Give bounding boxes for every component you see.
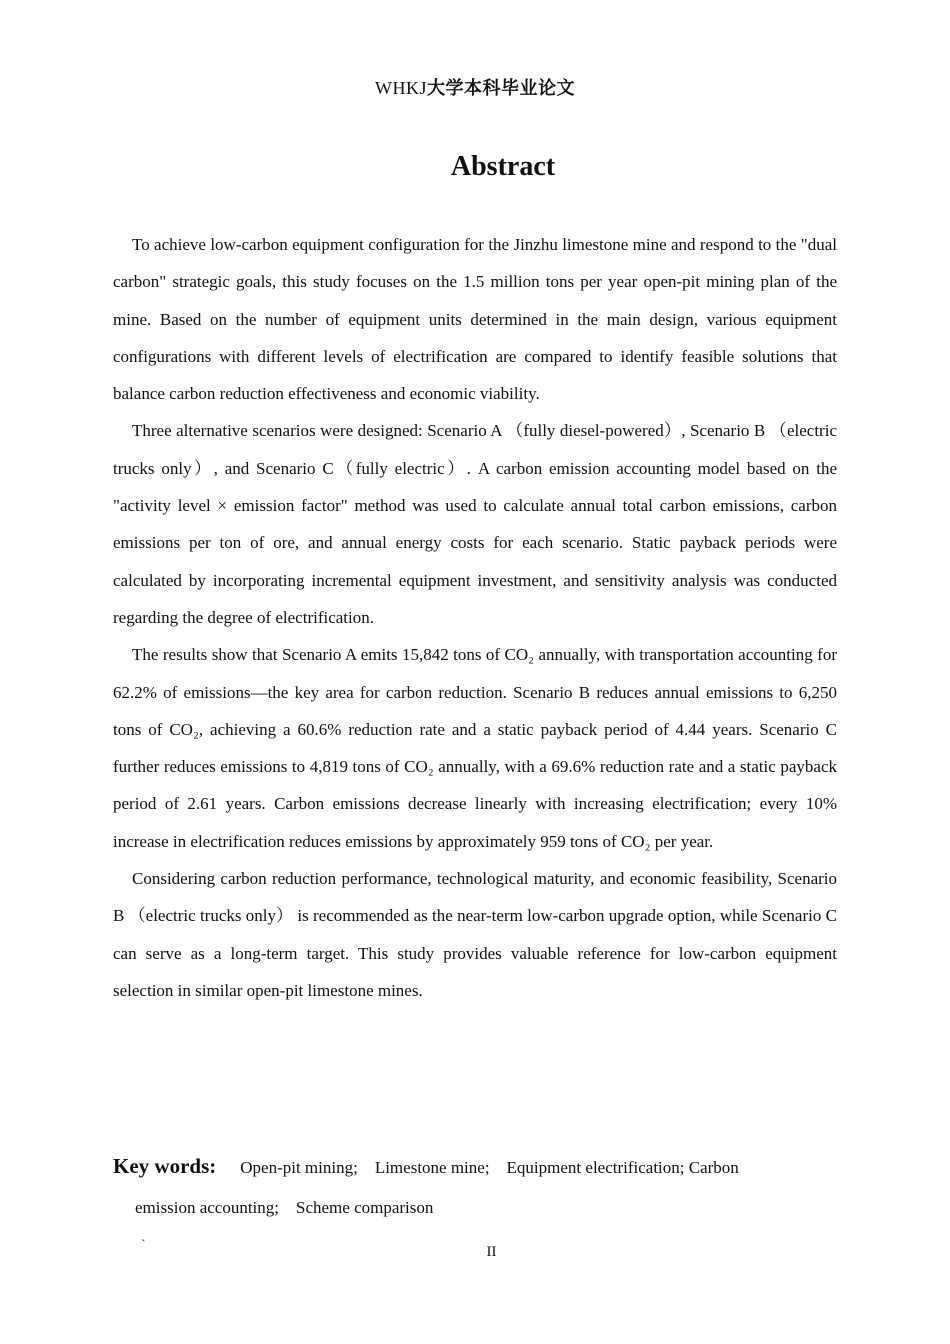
running-header (0, 74, 950, 100)
header-latin: WHKJ (375, 78, 427, 98)
keywords-line-1: Open-pit mining; Limestone mine; Equipment electrification; Carbon (240, 1158, 739, 1177)
abstract-paragraph-1: To achieve low-carbon equipment configuration for the Jinzhu limestone mine and respond to the "dual carbon" strategic goals, this study focuses on the 1.5 million tons per year open-pit mining plan of the mine. Based on the number of equipment units determined in the main design, various equipment configurations with different levels of electrification are compared to identify feasible solutions that balance carbon reduction effectiveness and economic viability. (113, 235, 837, 404)
abstract-title: Abstract (450, 151, 556, 182)
abstract-paragraph-3: The results show that Scenario A emits 15,842 tons of CO₂ annually, with transportation accounting for 62.2% of emissions—the key area for carbon reduction. Scenario B reduces annual emissions to 6,250 tons of CO₂, achieving a 60.6% reduction rate and a static payback period of 4.44 years. Scenario C further reduces emissions to 4,819 tons of CO₂ annually, with a 69.6% reduction rate and a static payback period of 2.61 years. Carbon emissions decrease linearly with increasing electrification; every 10% increase in electrification reduces emissions by approximately 959 tons of CO₂ per year. (113, 645, 837, 851)
keywords-line-2: emission accounting; Scheme comparison (135, 1198, 434, 1217)
header-cjk: 大学本科毕业论文 (427, 78, 575, 99)
abstract-paragraph-2: Three alternative scenarios were designed: Scenario A （fully diesel-powered）, Scenario B （electric trucks only）, and Scenario C（fully electric）. A carbon emission accounting model based on the "activity level × emission factor" method was used to calculate annual total carbon emissions, carbon emissions per ton of ore, and annual energy costs for each scenario. Static payback periods were calculated by incorporating incremental equipment investment, and sensitivity analysis was conducted regarding the degree of electrification. (113, 421, 837, 627)
keywords-label: Key words: (113, 1154, 217, 1178)
footer-mark: ` (141, 1238, 146, 1253)
abstract-body (113, 226, 837, 1009)
keywords-block (113, 1145, 837, 1227)
page-number: II (486, 1244, 497, 1260)
abstract-paragraph-4: Considering carbon reduction performance, technological maturity, and economic feasibility, Scenario B （electric trucks only） is recommended as the near-term low-carbon upgrade option, while Scenario C can serve as a long-term target. This study provides valuable reference for low-carbon equipment selection in similar open-pit limestone mines. (113, 869, 837, 1000)
